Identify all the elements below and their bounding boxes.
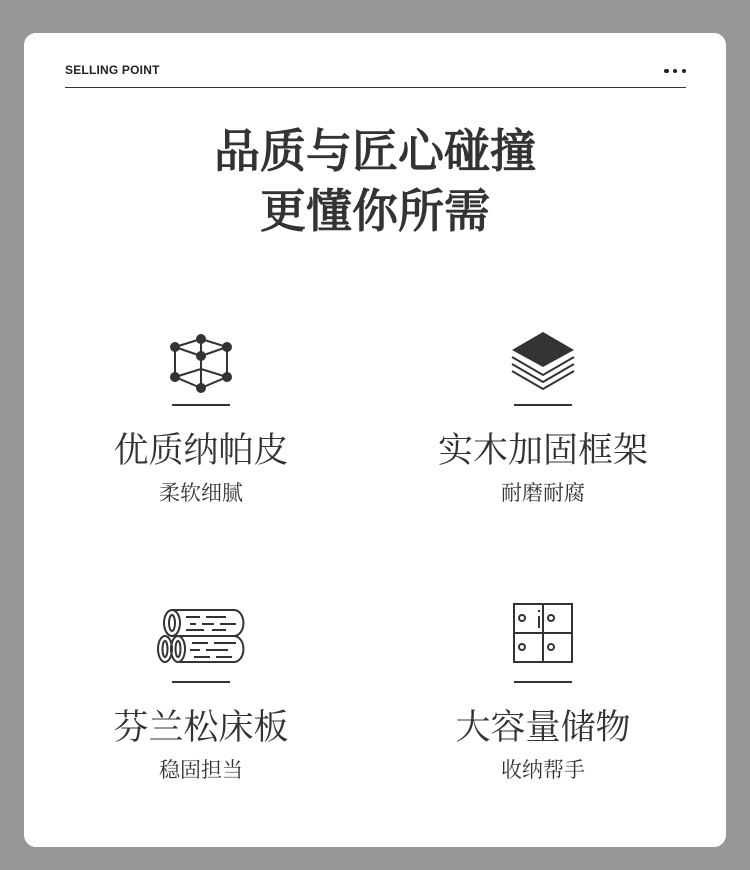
feature-divider: [172, 681, 230, 683]
cabinet-icon: [512, 602, 574, 666]
more-icon[interactable]: [664, 66, 686, 76]
headline: [24, 121, 726, 241]
selling-point-card: [24, 33, 726, 847]
cube-icon: [166, 333, 236, 395]
feature-title: 优质纳帕皮: [113, 431, 289, 471]
feature-divider: [514, 404, 572, 406]
feature-subtitle: 收纳帮手: [501, 758, 585, 782]
feature-divider: [514, 681, 572, 683]
feature-title: 大容量储物: [455, 708, 631, 748]
feature-subtitle: 柔软细腻: [159, 481, 243, 505]
logs-icon: [156, 607, 246, 667]
section-label: SELLING POINT: [65, 63, 160, 77]
layers-icon: [508, 330, 578, 396]
section-header: [65, 63, 686, 88]
feature-subtitle: 耐磨耐腐: [501, 481, 585, 505]
headline-line-1: 品质与匠心碰撞: [214, 124, 536, 178]
headline-line-2: 更懂你所需: [260, 184, 490, 238]
feature-divider: [172, 404, 230, 406]
feature-title: 芬兰松床板: [113, 708, 289, 748]
feature-subtitle: 稳固担当: [159, 758, 243, 782]
feature-title: 实木加固框架: [437, 431, 648, 471]
